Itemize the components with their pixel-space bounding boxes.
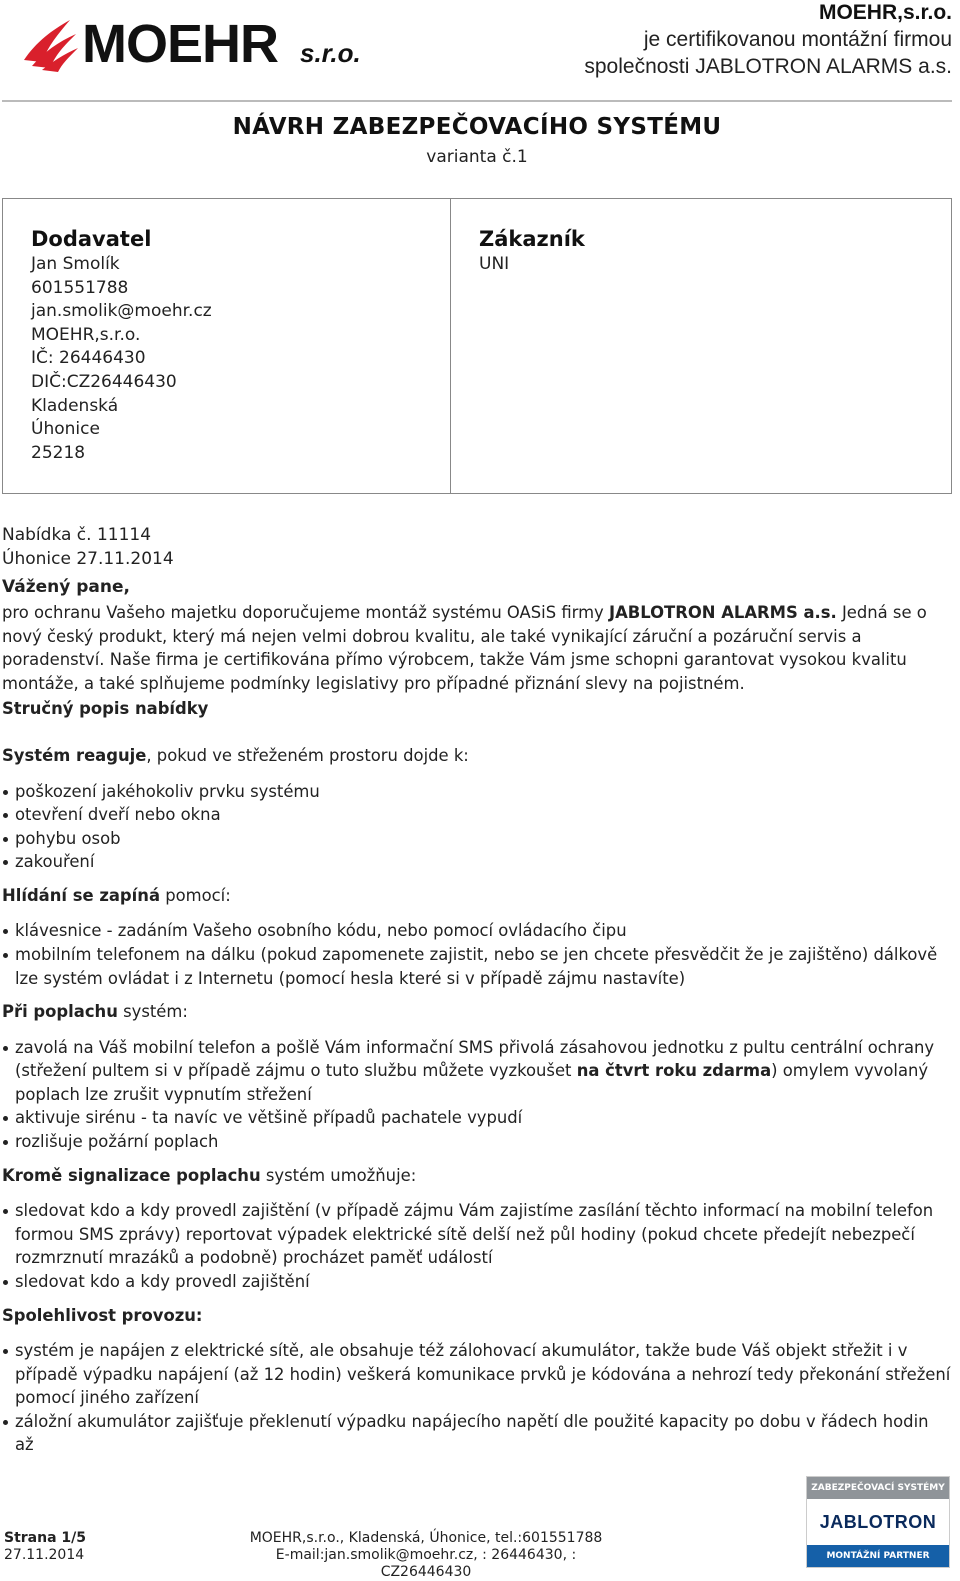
arm-heading [2,884,952,908]
list-item: sledovat kdo a kdy provedl zajištění [2,1270,952,1294]
arm-list [2,919,952,990]
company-line-2: společnosti JABLOTRON ALARMS a.s. [584,55,952,78]
intro-paragraph [2,601,952,695]
alarm-item-text-end: ) omylem vyvolaný poplach lze zrušit vypnutím střežení [15,1061,929,1104]
page-footer [0,1528,960,1578]
list-item: systém je napájen z elektrické sítě, ale obsahuje též zálohovací akumulátor, takže bude Váš objekt střežit i v případě výpadku napájení (až 12 hodin) veškerá komunikace prvků je kódována a nehrozí tedy překonání střežení pomocí jiného zařízení [2,1339,952,1410]
document-subtitle: varianta č.1 [426,147,528,167]
page-number: Strana 1/5 [4,1530,87,1546]
intro-brand: JABLOTRON ALARMS a.s. [608,603,837,622]
extra-list [2,1199,952,1293]
alarm-list [2,1036,952,1154]
footer-left [4,1530,86,1564]
list-item: pohybu osob [2,827,952,851]
arm-heading-rest: pomocí: [160,885,231,905]
list-item: mobilním telefonem na dálku (pokud zapomenete zajistit, nebo se jen chcete přesvědčit že je zajištěno) dálkově lze systém ovládat i z Internetu (pomocí hesla které si v případě zájmu nastavíte) [2,943,952,990]
company-line-1: je certifikovanou montážní firmou [643,28,952,51]
company-block [584,0,952,80]
react-heading-rest: , pokud ve střeženém prostoru dojde k: [146,746,469,765]
intro-text-start: pro ochranu Vašeho majetku doporučujeme montáž systému OASiS firmy [2,603,609,622]
intro-text-end: Jedná se o nový český produkt, který má nejen velmi dobrou kvalitu, ale také vynikající záruční a pozáruční servis a poradenství. Naše firma je certifikována přímo výrobcem, takže Vám jsme schopni garantovat vysokou kvalitu montáže, a také splňujeme podmínky legislativy pro případné přiznání slevy na pojistném. [2,603,927,693]
parties-table [2,198,952,494]
offer-number: Nabídka č. 11114 [2,525,152,545]
customer-name: UNI [479,254,510,274]
company-name: MOEHR,s.r.o. [818,1,952,24]
badge-bottom-label: MONTÁŽNÍ PARTNER [807,1545,949,1567]
alarm-item-text: zavolá na Váš mobilní telefon a pošlě Vám informační SMS přivolá zásahovou jednotku z pultu centrální ochrany (střežení pultem si v případě zájmu o tuto službu můžete vyzkoušet [15,1037,935,1081]
supplier-ic: IČ: 26446430 [31,348,146,369]
reliability-heading [2,1304,952,1328]
offer-place-date: Úhonice 27.11.2014 [2,548,174,569]
extra-heading [2,1164,952,1188]
page-header [0,0,960,100]
extra-heading-bold: Kromě signalizace poplachu [2,1165,261,1185]
customer-heading: Zákazník [479,227,585,251]
alarm-item-bold: na čtvrt roku zdarma [576,1061,772,1081]
extra-heading-rest: systém umožňuje: [260,1165,417,1185]
alarm-heading-rest: systém: [117,1002,188,1022]
footer-contact-line-2: E-mail:jan.smolik@moehr.cz, : 26446430, : CZ26446430 [275,1547,577,1580]
footer-contact [236,1530,616,1581]
list-item: otevření dveří nebo okna [2,803,952,827]
supplier-company: MOEHR,s.r.o. [31,324,141,345]
logo-wordmark: MOEHR [82,14,278,72]
moehr-logo [22,12,372,72]
list-item: klávesnice - zadáním Vašeho osobního kódu, nebo pomocí ovládacího čipu [2,919,952,943]
supplier-phone: 601551788 [31,277,129,298]
react-heading-bold: Systém reaguje [2,746,147,765]
list-item: rozlišuje požární poplach [2,1130,952,1154]
supplier-city: Úhonice [31,419,100,440]
list-item: sledovat kdo a kdy provedl zajištění (v případě zájmu Vám zajistíme zasílání těchto informací na mobilní telefon formou SMS zprávy) reportovat výpadek elektrické sítě delší než půl hodiny (pokud chcete předejít nebezpečí rozmrznutí mrazáků a podobně) procházet paměť událostí [2,1199,952,1270]
greeting: Vážený pane, [2,577,130,597]
reliability-list [2,1339,952,1457]
react-list [2,780,952,874]
offer-body [2,524,952,1467]
react-heading [2,744,952,768]
jablotron-logo: JABLOTRON [819,1511,937,1532]
supplier-cell [3,199,451,493]
alarm-heading-bold: Při poplachu [2,1002,118,1022]
customer-cell [451,199,951,493]
footer-date: 27.11.2014 [4,1547,85,1563]
footer-contact-line-1: MOEHR,s.r.o., Kladenská, Úhonice, tel.:601551788 [249,1530,603,1546]
arm-heading-bold: Hlídání se zapíná [2,885,160,905]
document-title: NÁVRH ZABEZPEČOVACÍHO SYSTÉMU [232,114,722,140]
list-item [2,1036,952,1107]
short-description-title: Stručný popis nabídky [2,699,209,718]
list-item: poškození jakéhokoliv prvku systému [2,780,952,804]
supplier-name: Jan Smolík [31,254,120,274]
supplier-zip: 25218 [31,442,86,463]
badge-top-label: ZABEZPEČOVACÍ SYSTÉMY [807,1477,949,1499]
supplier-dic: DIČ:CZ26446430 [31,371,177,392]
supplier-email: jan.smolik@moehr.cz [31,301,212,322]
list-item: aktivuje sirénu - ta navíc ve většině případů pachatele vypudí [2,1106,952,1130]
supplier-street: Kladenská [31,395,119,416]
header-divider [2,100,952,102]
supplier-heading: Dodavatel [31,227,152,251]
list-item: zakouření [2,850,952,874]
list-item: záložní akumulátor zajišťuje překlenutí výpadku napájecího napětí dle použité kapacity po dobu v řádech hodin až [2,1410,952,1457]
alarm-heading [2,1000,952,1024]
logo-suffix: s.r.o. [300,38,361,68]
reliability-heading-bold: Spolehlivost provozu: [2,1305,203,1325]
moehr-swoosh-icon [24,20,78,72]
